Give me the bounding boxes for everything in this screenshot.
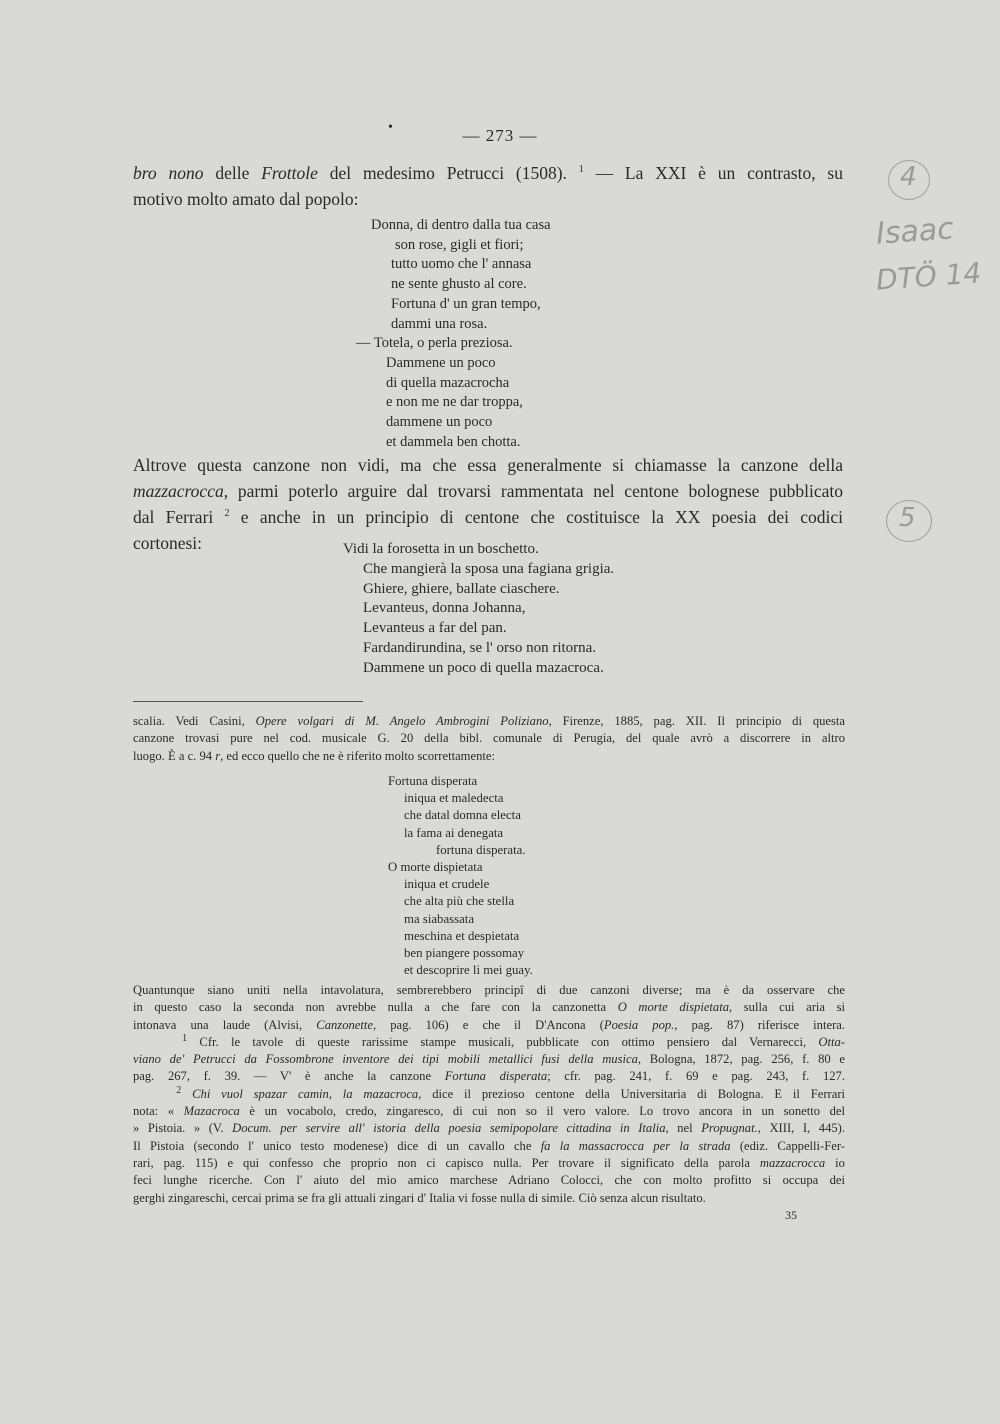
intro-line: bro nono delle Frottole del medesimo Petrucci (1508). $^1$ — La XXI è un contrasto, su: [133, 163, 843, 183]
footnote-line: canzone trovasi pure nel cod. musicale G. 20 della bibl. comunale di Perugia, del quale avrò a discorrere in altro: [133, 731, 845, 746]
verse-line: fortuna disperata.: [436, 842, 526, 857]
footnote-divider: [133, 701, 363, 702]
verse-line: la fama ai denegata: [404, 825, 504, 840]
verse-line: Fortuna d' un gran tempo,: [391, 295, 541, 312]
verse-line: iniqua et crudele: [404, 877, 490, 892]
verse-donna: [356, 216, 551, 452]
footnote-line: scalia. Vedi Casini, Opere volgari di M. Angelo Ambrogini Poliziano, Firenze, 1885, pag. XII. Il principio di questa: [133, 714, 845, 728]
verse-line: — Totela, o perla preziosa.: [356, 335, 513, 352]
footnote-line: feci lunghe ricerche. Con l' aiuto del mio amico marchese Adriano Colocci, che con molto profitto si occupa dei: [133, 1173, 845, 1188]
verse-line: O morte dispietata: [388, 860, 483, 875]
footnote-line: nota: « Mazacroca è un vocabolo, credo, zingaresco, di cui non so il vero valore. Lo trovo ancora in un sonetto del: [133, 1104, 845, 1119]
page-number: — 273 —: [462, 126, 538, 145]
footnote-line: $^1$ Cfr. le tavole di queste rarissime stampe musicali, pubblicate con ottimo pensiero dal Vernarecci, Otta-: [182, 1033, 845, 1049]
verse-line: ben piangere possomay: [404, 946, 525, 961]
verse-line: Levanteus a far del pan.: [363, 620, 507, 637]
verse-line: e non me ne dar troppa,: [386, 394, 523, 411]
ink-mark: •: [388, 120, 393, 135]
verse-line: Fardandirundina, se l' orso non ritorna.: [363, 639, 597, 656]
verse-line: Ghiere, ghiere, ballate ciaschere.: [363, 580, 560, 597]
paragraph-line: Altrove questa canzone non vidi, ma che essa generalmente si chiamasse la canzone della: [133, 455, 843, 475]
footnote-line: Quantunque siano uniti nella intavolatura, sembrerebbero principî di due canzoni diverse; ma è da osservare che: [133, 983, 845, 997]
handwritten-number-5: 5: [899, 503, 916, 533]
verse-forosetta: [343, 540, 614, 679]
verse-line: dammene un poco: [386, 414, 493, 431]
paragraph-line: mazzacrocca, parmi poterlo arguire dal trovarsi rammentata nel centone bolognese pubblicato: [133, 481, 843, 501]
footnote-continuation: [133, 713, 845, 765]
footnotes-block: [133, 982, 845, 1207]
handwritten-number-4: 4: [900, 162, 917, 192]
verse-line: che datal domna electa: [404, 808, 521, 823]
footnote-line: viano de' Petrucci da Fossombrone inventore dei tipi mobili metallici fusi della musica, Bologna, 1872, pag. 256, f. 80 e: [133, 1052, 845, 1067]
footnote-line: in questo caso la seconda non avrebbe nulla a che fare con la canzonetta O morte dispietata, sulla cui aria si: [133, 1000, 845, 1015]
verse-line: Vidi la forosetta in un boschetto.: [343, 541, 539, 557]
verse-line: ma siabassata: [404, 911, 475, 926]
verse-line: Donna, di dentro dalla tua casa: [371, 217, 551, 233]
verse-line: che alta più che stella: [404, 894, 515, 909]
footnote-line: $^2$ Chi vuol spazar camin, la mazacroca, dice il prezioso centone della Universitaria di Bologna. E il Ferrari: [176, 1085, 845, 1101]
verse-line: et descoprire li mei guay.: [404, 963, 533, 978]
verse-line: ne sente ghusto al core.: [391, 276, 527, 293]
paragraph-line: dal Ferrari $^2$ e anche in un principio di centone che costituisce la XX poesia dei codici: [133, 507, 844, 527]
handwritten-note-dto: DTÖ 14: [874, 256, 983, 297]
footnote-line: gerghi zingareschi, cercai prima se fra gli attuali zingari d' Italia vi fosse nulla di simile. Ciò senza alcun risultato.: [133, 1190, 706, 1205]
verse-line: Dammene un poco: [386, 354, 496, 371]
signature-mark: 35: [785, 1208, 797, 1222]
verse-line: di quella mazacrocha: [386, 374, 510, 391]
footnote-line: luogo. È a c. 94 r, ed ecco quello che ne è riferito molto scorrettamente:: [133, 748, 495, 763]
footnote-line: pag. 267, f. 39. — V' è anche la canzone Fortuna disperata; cfr. pag. 241, f. 69 e pag. 243, f. 127.: [133, 1069, 845, 1084]
intro-paragraph: [133, 160, 843, 212]
verse-line: tutto uomo che l' annasa: [391, 256, 532, 273]
verse-line: et dammela ben chotta.: [386, 433, 521, 450]
paragraph-line: cortonesi:: [133, 533, 203, 553]
verse-line: son rose, gigli et fiori;: [395, 236, 524, 253]
footnote-line: intonava una laude (Alvisi, Canzonette, pag. 106) e che il D'Ancona (Poesia pop., pag. 87) riferisce intera.: [133, 1017, 845, 1032]
footnote-line: rari, pag. 115) e qui confesso che proprio non ci capisco nulla. Per trovare il significato della parola mazzacrocca io: [133, 1155, 845, 1170]
verse-line: Dammene un poco di quella mazacroca.: [363, 659, 604, 676]
verse-line: dammi una rosa.: [391, 315, 488, 332]
verse-line: Fortuna disperata: [388, 774, 478, 788]
verse-line: Che mangierà la sposa una fagiana grigia.: [363, 560, 615, 577]
footnote-line: » Pistoia. » (V. Docum. per servire all' istoria della poesia semipopolare cittadina in Italia, nel Propugnat., XIII, I, 445).: [133, 1121, 845, 1136]
footnote-line: Il Pistoia (secondo l' unico testo modenese) dice di un cavallo che fa la massacrocca per la strada (ediz. Cappelli-Fer-: [133, 1138, 845, 1153]
verse-line: meschina et despietata: [404, 928, 520, 943]
handwritten-note-isaac: Isaac: [874, 211, 955, 252]
verse-fortuna-disperata: [388, 773, 533, 979]
verse-line: iniqua et maledecta: [404, 791, 504, 806]
verse-line: Levanteus, donna Johanna,: [363, 600, 526, 617]
intro-line: motivo molto amato dal popolo:: [133, 189, 359, 209]
